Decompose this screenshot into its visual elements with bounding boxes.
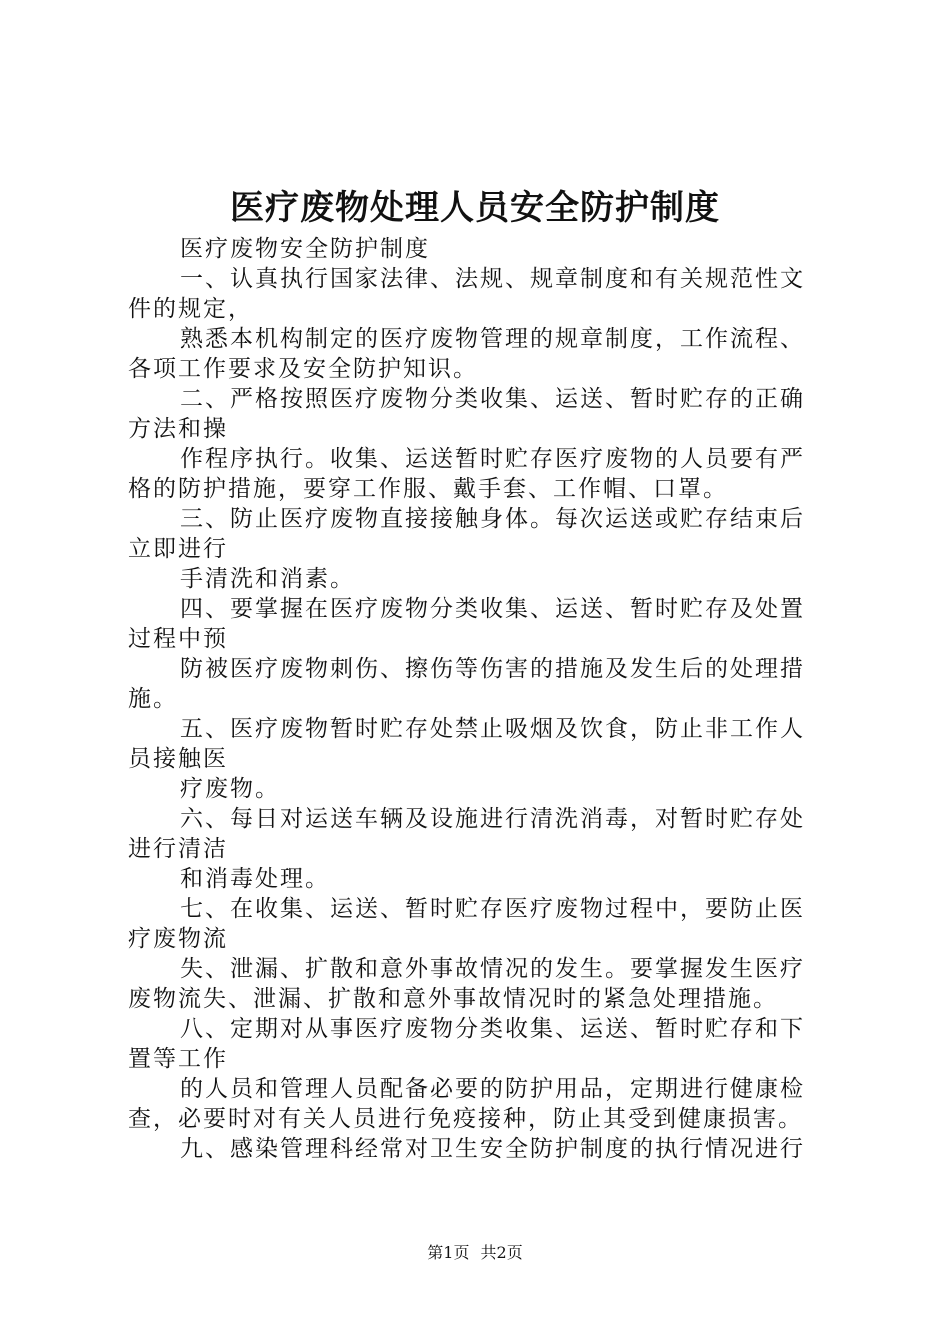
body-line: 各项工作要求及安全防护知识。 <box>128 356 478 382</box>
page-total: 共2页 <box>480 1243 523 1262</box>
body-line: 二、严格按照医疗废物分类收集、运送、暂时贮存的正确 <box>180 386 805 412</box>
body-line: 的人员和管理人员配备必要的防护用品，定期进行健康检 <box>180 1076 805 1102</box>
body-line: 件的规定， <box>128 296 253 322</box>
body-line: 八、定期对从事医疗废物分类收集、运送、暂时贮存和下 <box>180 1016 805 1042</box>
body-line: 一、认真执行国家法律、法规、规章制度和有关规范性文 <box>180 266 805 292</box>
body-line: 员接触医 <box>128 746 228 772</box>
body-line: 疗废物。 <box>180 776 280 802</box>
document-body <box>128 234 834 1164</box>
body-line: 立即进行 <box>128 536 228 562</box>
body-line: 和消毒处理。 <box>180 866 330 892</box>
body-line: 失、泄漏、扩散和意外事故情况的发生。要掌握发生医疗 <box>180 956 805 982</box>
body-line: 疗废物流 <box>128 926 228 952</box>
body-line: 查，必要时对有关人员进行免疫接种，防止其受到健康损害。 <box>128 1106 803 1132</box>
body-line: 医疗废物安全防护制度 <box>180 236 430 262</box>
body-line: 进行清洁 <box>128 836 228 862</box>
body-line: 九、感染管理科经常对卫生安全防护制度的执行情况进行 <box>180 1136 805 1162</box>
body-line: 三、防止医疗废物直接接触身体。每次运送或贮存结束后 <box>180 506 805 532</box>
body-line: 六、每日对运送车辆及设施进行清洗消毒，对暂时贮存处 <box>180 806 805 832</box>
page-footer <box>0 1241 950 1265</box>
body-line: 七、在收集、运送、暂时贮存医疗废物过程中，要防止医 <box>180 896 805 922</box>
body-line: 熟悉本机构制定的医疗废物管理的规章制度，工作流程、 <box>180 326 805 352</box>
body-line: 作程序执行。收集、运送暂时贮存医疗废物的人员要有严 <box>180 446 805 472</box>
body-line: 手清洗和消素。 <box>180 566 355 592</box>
document-title: 医疗废物处理人员安全防护制度 <box>230 188 720 228</box>
body-line: 防被医疗废物刺伤、擦伤等伤害的措施及发生后的处理措 <box>180 656 805 682</box>
body-line: 置等工作 <box>128 1046 228 1072</box>
page-number: 第1页 <box>427 1243 470 1262</box>
body-line: 废物流失、泄漏、扩散和意外事故情况时的紧急处理措施。 <box>128 986 778 1012</box>
body-line: 四、要掌握在医疗废物分类收集、运送、暂时贮存及处置 <box>180 596 805 622</box>
body-line: 方法和操 <box>128 416 228 442</box>
body-line: 施。 <box>128 686 178 712</box>
body-line: 过程中预 <box>128 626 228 652</box>
body-line: 格的防护措施，要穿工作服、戴手套、工作帽、口罩。 <box>128 476 728 502</box>
body-line: 五、医疗废物暂时贮存处禁止吸烟及饮食，防止非工作人 <box>180 716 805 742</box>
